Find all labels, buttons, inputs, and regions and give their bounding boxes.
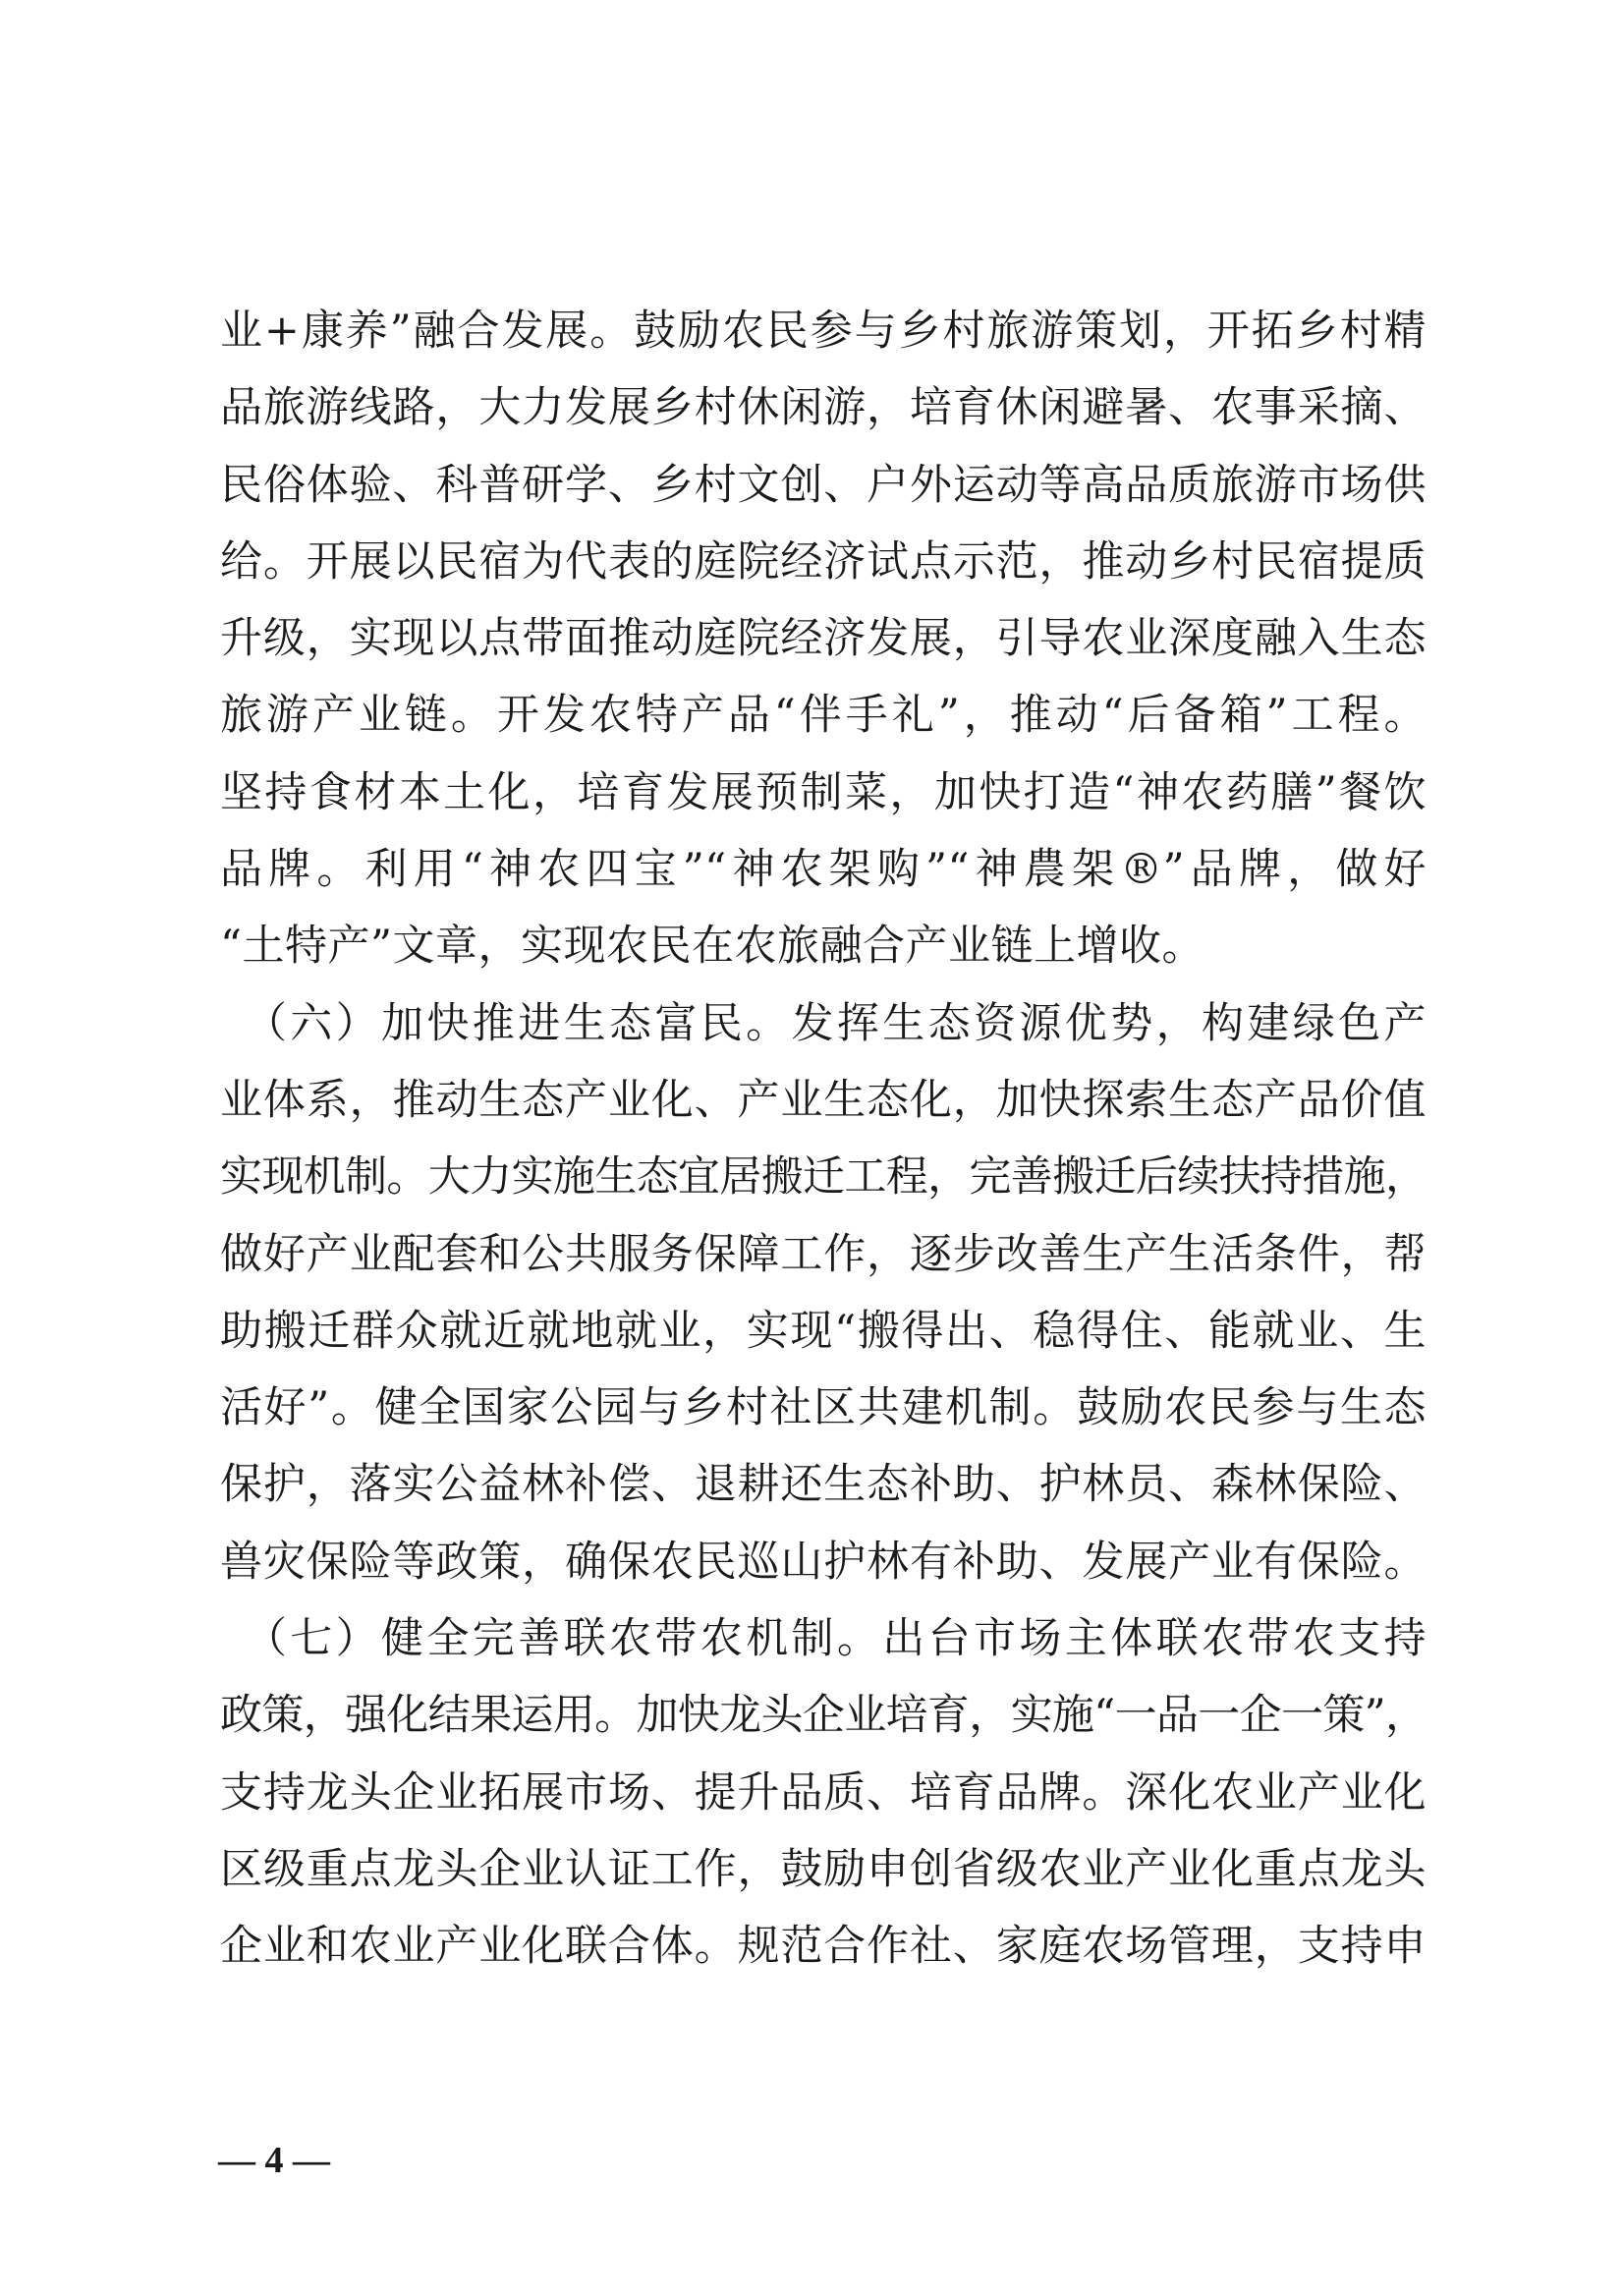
text-line: 升级，实现以点带面推动庭院经济发展，引导农业深度融入生态 <box>220 614 1427 664</box>
text-line: （六）加快推进生态富民。发挥生态资源优势，构建绿色产 <box>220 998 1427 1048</box>
text-line: 活好”。健全国家公园与乡村社区共建机制。鼓励农民参与生态 <box>220 1383 1427 1433</box>
text-line: 实现机制。大力实施生态宜居搬迁工程，完善搬迁后续扶持措施， <box>220 1152 1427 1203</box>
text-line: 品旅游线路，大力发展乡村休闲游，培育休闲避暑、农事采摘、 <box>220 383 1427 433</box>
text-line: 业+康养”融合发展。鼓励农民参与乡村旅游策划，开拓乡村精 <box>220 307 1427 356</box>
text-line: 兽灾保险等政策，确保农民巡山护林有补助、发展产业有保险。 <box>220 1537 1427 1587</box>
text-line: 企业和农业产业化联合体。规范合作社、家庭农场管理，支持申 <box>220 1922 1427 1972</box>
text-line: 民俗体验、科普研学、乡村文创、户外运动等高品质旅游市场供 <box>220 460 1427 510</box>
text-line: 做好产业配套和公共服务保障工作，逐步改善生产生活条件，帮 <box>220 1229 1427 1279</box>
text-line: 业体系，推动生态产业化、产业生态化，加快探索生态产品价值 <box>220 1075 1427 1125</box>
text-line: 支持龙头企业拓展市场、提升品质、培育品牌。深化农业产业化 <box>220 1767 1427 1818</box>
text-line: 坚持食材本土化，培育发展预制菜，加快打造“神农药膳”餐饮 <box>220 767 1427 817</box>
text-line: 助搬迁群众就近就地就业，实现“搬得出、稳得住、能就业、生 <box>220 1306 1427 1356</box>
text-line: 政策，强化结果运用。加快龙头企业培育，实施“一品一企一策”， <box>220 1691 1427 1741</box>
text-line: 给。开展以民宿为代表的庭院经济试点示范，推动乡村民宿提质 <box>220 536 1427 587</box>
page-number: — 4 — <box>218 2140 330 2181</box>
text-line: 旅游产业链。开发农特产品“伴手礼”，推动“后备箱”工程。 <box>220 691 1427 741</box>
text-line: “土特产”文章，实现农民在农旅融合产业链上增收。 <box>220 922 1204 972</box>
text-line: 品牌。利用“神农四宝”“神农架购”“神農架®”品牌，做好 <box>220 845 1427 895</box>
body-text <box>220 293 1427 1986</box>
text-line: 保护，落实公益林补偿、退耕还生态补助、护林员、森林保险、 <box>220 1460 1427 1510</box>
text-line: 区级重点龙头企业认证工作，鼓励申创省级农业产业化重点龙头 <box>220 1844 1427 1894</box>
text-line: （七）健全完善联农带农机制。出台市场主体联农带农支持 <box>220 1614 1427 1664</box>
